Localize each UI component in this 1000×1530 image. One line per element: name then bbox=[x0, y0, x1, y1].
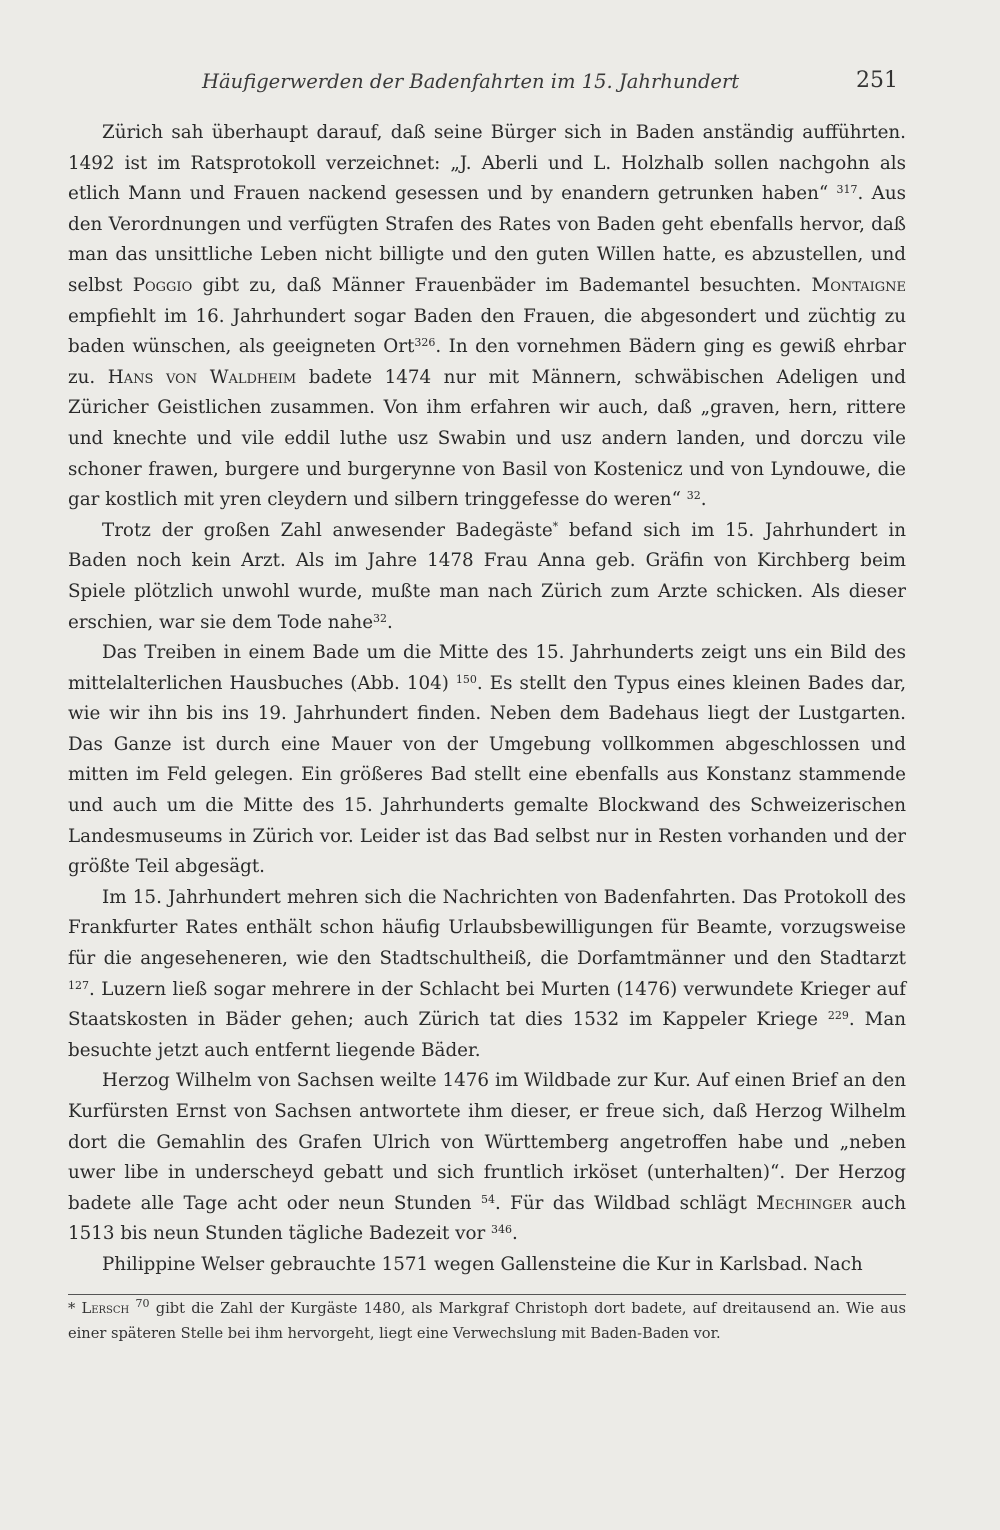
running-title: Häufigerwerden der Badenfahrten im 15. Jahrhundert bbox=[202, 70, 740, 93]
citation-ref: 346 bbox=[491, 1223, 513, 1237]
author-name: Montaigne bbox=[811, 274, 907, 296]
footnote-marker: * bbox=[552, 519, 559, 533]
citation-ref: 229 bbox=[827, 1009, 849, 1023]
citation-ref: 317 bbox=[836, 183, 858, 197]
paragraph-4: Im 15. Jahrhundert mehren sich die Nachrichten von Badenfahrten. Das Protokoll des Frankfurter Rates enthält schon häufig Urlaubsbewilligungen für Beamte, vorzugsweise für die angeseheneren, wie den Stadtschultheiß, die Dorfamtmänner und den Stadtarzt $^{127}$. Luzern ließ sogar mehrere in der Schlacht bei Murten (1476) verwundete Krieger auf Staatskosten in Bäder gehen; auch Zürich tat dies 1532 im Kappeler Kriege $^{229}$. Man besuchte jetzt auch entfernt liegende Bäder. bbox=[68, 886, 906, 1061]
author-name: Poggio bbox=[132, 274, 193, 296]
author-name: Hans von Waldheim bbox=[107, 366, 297, 388]
citation-ref: 326 bbox=[414, 336, 436, 350]
citation-ref: 32 bbox=[373, 611, 388, 625]
paragraph-5: Herzog Wilhelm von Sachsen weilte 1476 im Wildbade zur Kur. Auf einen Brief an den Kurfürsten Ernst von Sachsen antwortete ihm dieser, er freue sich, daß Herzog Wilhelm dort die Gemahlin des Grafen Ulrich von Württemberg angetroffen habe und „neben uwer libe in underscheyd gebatt und sich fruntlich irköset (unterhalten)“. Der Herzog badete alle Tage acht oder neun Stunden $^{54}$. Für das Wildbad schlägt Mechinger auch 1513 bis neun Stunden tägliche Badezeit vor $^{346}$. bbox=[68, 1070, 907, 1245]
footnote-divider bbox=[68, 1294, 906, 1295]
citation-ref: 150 bbox=[455, 672, 477, 686]
author-name: Mechinger bbox=[756, 1192, 852, 1214]
citation-ref: 32 bbox=[686, 489, 701, 503]
citation-ref: 70 bbox=[135, 1297, 150, 1310]
footnote-marker: * bbox=[68, 1300, 76, 1317]
citation-ref: 127 bbox=[68, 978, 89, 992]
paragraph-6: Philippine Welser gebrauchte 1571 wegen Gallensteine die Kur in Karlsbad. Nach bbox=[102, 1253, 863, 1275]
author-name: Lersch bbox=[81, 1300, 130, 1317]
paragraph-2: Trotz der großen Zahl anwesender Badegäste* befand sich im 15. Jahrhundert in Baden noch kein Arzt. Als im Jahre 1478 Frau Anna geb. Gräfin von Kirchberg beim Spiele plötzlich unwohl wurde, mußte man nach Zürich zum Arzte schicken. Als dieser erschien, war sie dem Tode nahe$^{32}$. bbox=[68, 519, 906, 633]
main-text bbox=[68, 118, 906, 1281]
page-header bbox=[200, 70, 900, 106]
paragraph-3: Das Treiben in einem Bade um die Mitte des 15. Jahrhunderts zeigt uns ein Bild des mittelalterlichen Hausbuches (Abb. 104) $^{150}$. Es stellt den Typus eines kleinen Bades dar, wie wir ihn bis ins 19. Jahrhundert finden. Neben dem Badehaus liegt der Lustgarten. Das Ganze ist durch eine Mauer von der Umgebung vollkommen abgeschlossen und mitten im Feld gelegen. Ein größeres Bad stellt eine ebenfalls aus Konstanz stammende und auch um die Mitte des 15. Jahrhunderts gemalte Blockwand des Schweizerischen Landesmuseums in Zürich vor. Leider ist das Bad selbst nur in Resten vorhanden und der größte Teil abgesägt. bbox=[68, 642, 907, 878]
paragraph-1: Zürich sah überhaupt darauf, daß seine Bürger sich in Baden anständig aufführten. 1492 ist im Ratsprotokoll verzeichnet: „J. Aberli und L. Holzhalb sollen nachgohn als etlich Mann und Frauen nackend gesessen und by enandern getrunken haben“ $^{317}$. Aus den Verordnungen und verfügten Strafen des Rates von Baden geht ebenfalls hervor, daß man das unsittliche Leben nicht billigte und den guten Willen hatte, es abzustellen, und selbst Poggio gibt zu, daß Männer Frauenbäder im Bademantel besuchten. Montaigne empfiehlt im 16. Jahrhundert sogar Baden den Frauen, die abgesondert und züchtig zu baden wünschen, als geeigneten Ort$^{326}$. In den vornehmen Bädern ging es gewiß ehrbar zu. Hans von Waldheim badete 1474 nur mit Männern, schwäbischen Adeligen und Züricher Geistlichen zusammen. Von ihm erfahren wir auch, daß „graven, hern, rittere und knechte und vile eddil luthe usz Swabin und usz andern landen, und dorczu vile schoner frawen, burgere und burgerynne von Basil von Kostenicz und von Lyndouwe, die gar kostlich mit yren cleydern und silbern tringgefesse do weren“ $^{32}$. bbox=[68, 122, 907, 511]
page-number: 251 bbox=[856, 68, 898, 93]
footnote: * Lersch $^{70}$ gibt die Zahl der Kurgäste 1480, als Markgraf Christoph dort badete, auf dreitausend an. Wie aus einer späteren Stelle bei ihm hervorgeht, liegt eine Verwechslung mit Baden-Baden vor. bbox=[68, 1297, 906, 1342]
citation-ref: 54 bbox=[480, 1192, 495, 1206]
